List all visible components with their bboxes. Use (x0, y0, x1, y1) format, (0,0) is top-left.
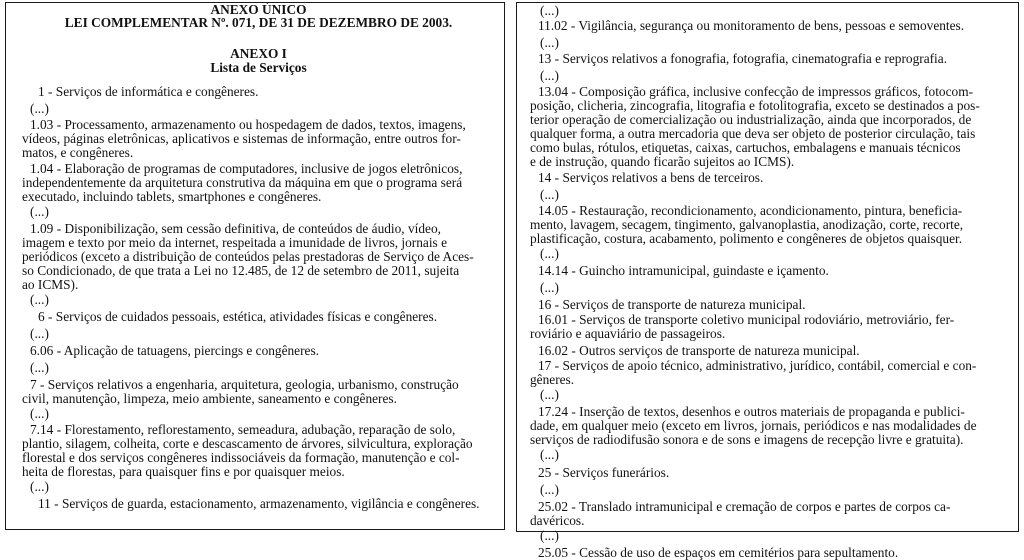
item-17-24 (530, 405, 1004, 447)
item-14-05 (530, 204, 1004, 246)
left-column (5, 2, 505, 530)
item-line: 1.04 - Elaboração de programas de computadores, inclusive de jogos eletrônicos, (30, 161, 463, 176)
ellipsis: (...) (30, 292, 49, 307)
item-line: como bulas, rótulos, etiquetas, caixas, cartuchos, embalagens e manuais técnicos (530, 140, 961, 155)
item-line: gêneres. (530, 372, 575, 387)
ellipsis: (...) (30, 204, 49, 219)
item-13: 13 - Serviços relativos a fonografia, fotografia, cinematografia e reprografia. (538, 51, 948, 66)
item-line: dade, em qualquer meio (exceto em livros, jornais, periódicos e nas modalidades de (530, 418, 977, 433)
item-line: heita de florestas, para quaisquer fins e por quaisquer meios. (22, 464, 345, 479)
item-line: roviário e aquaviário de passageiros. (530, 326, 726, 341)
item-line: e de instrução, quando ficarão sujeitos ao ICMS). (530, 154, 795, 169)
annex-heading: ANEXO I (230, 46, 287, 61)
item-line: independentemente da arquitetura construtiva da máquina em que o programa será (22, 175, 463, 190)
item-line: ao ICMS). (22, 277, 79, 292)
item-line: qualquer forma, a outra mercadoria que deva ser objeto de posterior circulação, tais (530, 126, 976, 141)
item-line: posição, clicheria, zincografia, litografia e fotolitografia, exceto se destinados a pos- (530, 98, 980, 113)
item-14: 14 - Serviços relativos a bens de terceiros. (538, 170, 764, 185)
right-column (516, 2, 1019, 560)
item-line: executado, incluindo tablets, smartphones e congêneres. (22, 189, 322, 204)
ellipsis: (...) (30, 479, 49, 494)
item-line: plastificação, costura, acabamento, polimento e congêneres de objetos quaisquer. (530, 231, 963, 246)
ellipsis: (...) (540, 447, 559, 462)
ellipsis: (...) (30, 326, 49, 341)
ellipsis: (...) (30, 101, 49, 116)
item-13-04 (530, 85, 1004, 169)
law-title: LEI COMPLEMENTAR Nº. 071, DE 31 DE DEZEMBRO DE 2003. (64, 15, 453, 30)
ellipsis: (...) (540, 482, 559, 497)
annex-title: ANEXO ÚNICO (210, 2, 307, 17)
item-line: 25.02 - Translado intramunicipal e cremação de corpos e partes de corpos ca- (538, 499, 951, 514)
item-line: civil, manutenção, limpeza, meio ambiente, saneamento e congêneres. (22, 391, 397, 406)
item-line: 7.14 - Florestamento, reflorestamento, semeadura, adubação, reparação de solo, (30, 422, 456, 437)
ellipsis: (...) (540, 528, 559, 543)
ellipsis: (...) (540, 35, 559, 50)
item-line: 1.09 - Disponibilização, sem cessão definitiva, de conteúdos de áudio, vídeo, (30, 221, 441, 236)
item-1: 1 - Serviços de informática e congêneres. (38, 84, 259, 99)
item-16-02: 16.02 - Outros serviços de transporte de natureza municipal. (538, 343, 860, 358)
item-line: davéricos. (530, 513, 585, 528)
item-25-05: 25.05 - Cessão de uso de espaços em cemitérios para sepultamento. (538, 545, 899, 560)
item-line: 17.24 - Inserção de textos, desenhos e outros materiais de propaganda e publici- (538, 404, 965, 419)
item-1-04 (22, 162, 495, 204)
ellipsis: (...) (540, 280, 559, 295)
item-16-01 (530, 313, 1004, 341)
item-line: 17 - Serviços de apoio técnico, administrativo, jurídico, contábil, comercial e con- (538, 358, 977, 373)
ellipsis: (...) (540, 68, 559, 83)
item-7 (22, 378, 495, 406)
item-1-09 (22, 222, 495, 292)
ellipsis: (...) (30, 406, 49, 421)
item-line: 16.01 - Serviços de transporte coletivo municipal rodoviário, metroviário, fer- (538, 312, 955, 327)
item-line: 13.04 - Composição gráfica, inclusive confecção de impressos gráficos, fotocom- (538, 84, 974, 99)
item-line: 7 - Serviços relativos a engenharia, arquitetura, geologia, urbanismo, construção (30, 377, 459, 392)
item-line: vídeos, páginas eletrônicas, aplicativos e sistemas de informação, entre outros for- (22, 131, 461, 146)
item-1-03 (22, 118, 495, 160)
item-7-14 (22, 423, 495, 479)
item-line: plantio, silagem, colheita, corte e descascamento de árvores, silvicultura, exploração (22, 436, 473, 451)
item-6: 6 - Serviços de cuidados pessoais, estética, atividades físicas e congêneres. (38, 309, 438, 324)
item-11: 11 - Serviços de guarda, estacionamento, armazenamento, vigilância e congêneres. (38, 496, 480, 511)
item-line: mento, lavagem, secagem, tingimento, galvanoplastia, anodização, corte, recorte, (530, 217, 964, 232)
item-25: 25 - Serviços funerários. (538, 465, 670, 480)
item-14-14: 14.14 - Guincho intramunicipal, guindaste e içamento. (538, 263, 829, 278)
item-line: 1.03 - Processamento, armazenamento ou hospedagem de dados, textos, imagens, (30, 117, 466, 132)
ellipsis: (...) (540, 3, 559, 18)
ellipsis: (...) (540, 246, 559, 261)
item-line: terior operação de comercialização ou industrialização, ainda que incorporados, de (530, 112, 972, 127)
item-line: periódicos (exceto a distribuição de conteúdos pelas prestadoras de Serviço de Aces- (22, 249, 474, 264)
item-11-02: 11.02 - Vigilância, segurança ou monitoramento de bens, pessoas e semoventes. (538, 18, 965, 33)
item-line: matos, e congêneres. (22, 145, 134, 160)
item-6-06: 6.06 - Aplicação de tatuagens, piercings e congêneres. (30, 343, 320, 358)
item-25-02 (530, 500, 1004, 528)
item-line: 14.05 - Restauração, recondicionamento, acondicionamento, pintura, beneficia- (538, 203, 963, 218)
ellipsis: (...) (30, 360, 49, 375)
item-17 (530, 359, 1004, 387)
ellipsis: (...) (540, 187, 559, 202)
item-line: imagem e texto por meio da internet, respeitada a imunidade de livros, jornais e (22, 235, 448, 250)
item-16: 16 - Serviços de transporte de natureza municipal. (538, 297, 806, 312)
item-line: serviços de radiodifusão sonora e de sons e imagens de recepção livre e gratuita). (530, 432, 964, 447)
item-line: so Condicionado, de que trata a Lei no 12.485, de 12 de setembro de 2011, sujeita (22, 263, 460, 278)
item-line: florestal e dos serviços congêneres indissociáveis da formação, manutenção e col- (22, 450, 460, 465)
list-subtitle: Lista de Serviços (210, 60, 307, 75)
ellipsis: (...) (540, 387, 559, 402)
